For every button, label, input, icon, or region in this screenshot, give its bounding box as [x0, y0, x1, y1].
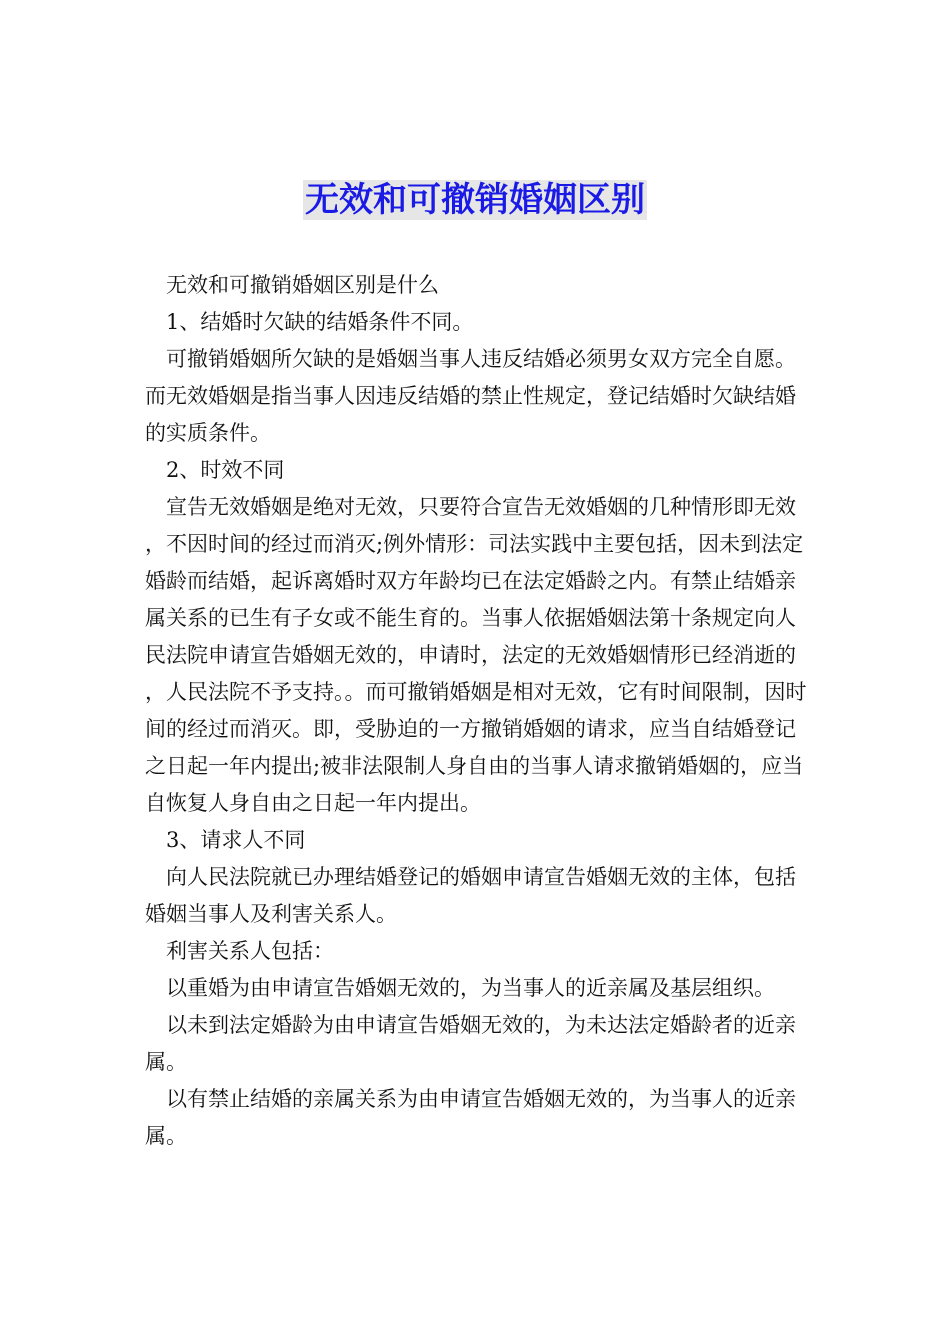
- paragraph-section-3: 3、请求人不同: [166, 828, 306, 852]
- paragraph-section-1: 1、结婚时欠缺的结婚条件不同。: [166, 310, 474, 334]
- paragraph-3-body: 向人民法院就已办理结婚登记的婚姻申请宣告婚姻无效的主体，包括婚姻当事人及利害关系人。: [145, 865, 796, 926]
- paragraph-heading: 无效和可撤销婚姻区别是什么: [166, 273, 439, 297]
- document-body: [145, 267, 810, 1155]
- document-title: [0, 178, 950, 222]
- paragraph-underage: 以未到法定婚龄为由申请宣告婚姻无效的，为未达法定婚龄者的近亲属。: [145, 1013, 796, 1074]
- paragraph-2-body: 宣告无效婚姻是绝对无效，只要符合宣告无效婚姻的几种情形即无效，不因时间的经过而消灭;例外情形：司法实践中主要包括，因未到法定婚龄而结婚，起诉离婚时双方年龄均已在法定婚龄之内。有禁止结婚亲属关系的已生有子女或不能生育的。当事人依据婚姻法第十条规定向人民法院申请宣告婚姻无效的，申请时，法定的无效婚姻情形已经消逝的，人民法院不予支持。。而可撤销婚姻是相对无效，它有时间限制，因时间的经过而消灭。即，受胁迫的一方撤销婚姻的请求，应当自结婚登记之日起一年内提出;被非法限制人身自由的当事人请求撤销婚姻的，应当自恢复人身自由之日起一年内提出。: [145, 495, 807, 815]
- paragraph-interested-parties: 利害关系人包括：: [166, 939, 334, 963]
- paragraph-section-2: 2、时效不同: [166, 458, 285, 482]
- document-title-text: 无效和可撤销婚姻区别: [305, 180, 645, 220]
- paragraph-prohibited-kinship: 以有禁止结婚的亲属关系为由申请宣告婚姻无效的，为当事人的近亲属。: [145, 1087, 796, 1148]
- paragraph-1-body: 可撤销婚姻所欠缺的是婚姻当事人违反结婚必须男女双方完全自愿。而无效婚姻是指当事人因违反结婚的禁止性规定，登记结婚时欠缺结婚的实质条件。: [145, 347, 796, 445]
- paragraph-bigamy: 以重婚为由申请宣告婚姻无效的，为当事人的近亲属及基层组织。: [166, 976, 775, 1000]
